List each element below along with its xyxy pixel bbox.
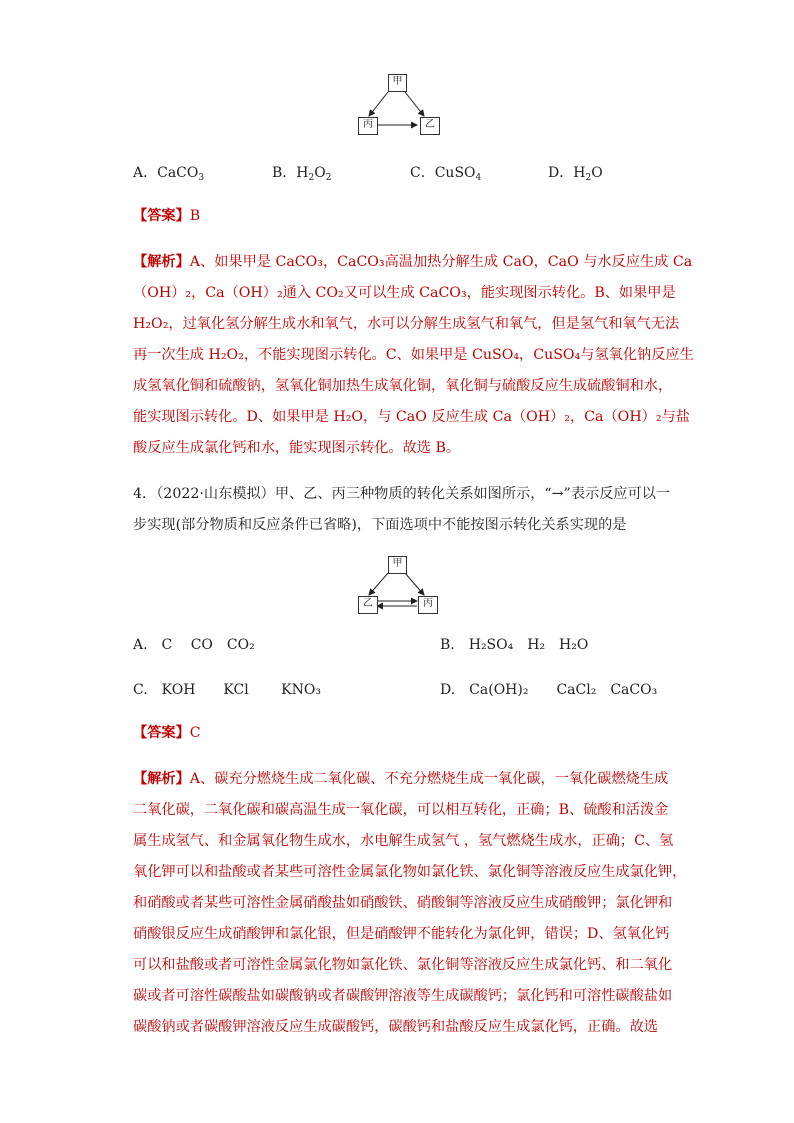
explanation-tag: 【解析】	[133, 771, 190, 787]
answer-value: C	[189, 725, 201, 741]
explanation-line: A、碳充分燃烧生成二氧化碳、不充分燃烧生成一氧化碳，一氧化碳燃烧生成	[189, 771, 669, 787]
explanation-line: 碳或者可溶性碳酸盐如碳酸钠或者碳酸钾溶液等生成碳酸钙；氯化钙和可溶性碳酸盐如	[133, 988, 673, 1004]
node-bing: 丙	[358, 117, 378, 135]
explanation-line: 氧化钾可以和盐酸或者某些可溶性金属氯化物如氯化铁、氯化铜等溶液反应生成氯化钾，	[133, 864, 687, 880]
explanation-line: H₂O₂，过氧化氢分解生成水和氧气，水可以分解生成氢气和氧气，但是氢气和氧气无法	[133, 316, 680, 332]
arrow-jia-to-bing	[405, 573, 424, 595]
node-bing: 丙	[418, 596, 438, 614]
node-jia: 甲	[388, 74, 407, 92]
explanation-line: 可以和盐酸或者可溶性金属氯化物如氯化铁、氯化铜等溶液反应生成氯化钙、和二氧化	[133, 957, 673, 973]
explanation-line: 硝酸银反应生成硝酸钾和氯化银，但是硝酸钾不能转化为氯化钾，错误；D、氢氧化钙	[133, 926, 670, 942]
explanation-line: 成氢氧化铜和硫酸钠，氢氧化铜加热生成氧化铜，氧化铜与硫酸反应生成硫酸铜和水，	[133, 378, 673, 394]
node-jia: 甲	[388, 556, 407, 574]
node-yi: 乙	[420, 117, 440, 135]
explanation-tag: 【解析】	[133, 254, 190, 270]
explanation-line: （OH）₂，Ca（OH）₂通入 CO₂又可以生成 CaCO₃，能实现图示转化。B、如果甲是	[133, 285, 676, 301]
q3-option-d: D．$H_2O$	[548, 165, 603, 183]
explanation-line: 酸反应生成氯化钙和水，能实现图示转化。故选 B。	[133, 440, 461, 456]
node-yi: 乙	[358, 596, 378, 614]
explanation-line: 二氧化碳，二氧化碳和碳高温生成一氧化碳，可以相互转化，正确；B、硫酸和活泼金	[133, 802, 669, 818]
q3-option-b: B．$H_2O_2$	[272, 165, 332, 183]
explanation-line: 再一次生成 H₂O₂，不能实现图示转化。C、如果甲是 CuSO₄，CuSO₄与氢氧化钠反应生	[133, 347, 694, 363]
explanation-line: 属生成氢气、和金属氧化物生成水，水电解生成氢气 ，氢气燃烧生成水，正确；C、氢	[133, 833, 674, 849]
explanation-line: 和硝酸或者某些可溶性金属硝酸盐如硝酸铁、硝酸铜等溶液反应生成硝酸钾；氯化钾和	[133, 895, 673, 911]
explanation-line: 能实现图示转化。D、如果甲是 H₂O，与 CaO 反应生成 Ca（OH）₂，Ca（OH）₂与盐	[133, 409, 690, 425]
question-text: 4．（2022·山东模拟）甲、乙、丙三种物质的转化关系如图所示，“→”表示反应可以一	[133, 486, 671, 502]
q4-option-d: D. Ca(OH)₂ CaCl₂ CaCO₃	[440, 682, 658, 698]
arrow-jia-to-yi	[369, 573, 388, 595]
q4-option-b: B. H₂SO₄ H₂ H₂O	[440, 637, 589, 653]
answer-tag: 【答案】	[133, 208, 190, 224]
q4-option-c: C. KOH KCl KNO₃	[133, 682, 321, 698]
q3-option-c: C．CuSO$_4$	[410, 165, 482, 183]
answer-tag: 【答案】	[133, 725, 190, 741]
q4-answer	[133, 723, 201, 743]
q3-option-a: A．CaCO$_3$	[133, 165, 205, 183]
explanation-line: A、如果甲是 CaCO₃，CaCO₃高温加热分解生成 CaO，CaO 与水反应生成 Ca	[189, 254, 693, 270]
question-text: 步实现(部分物质和反应条件已省略)，下面选项中不能按图示转化关系实现的是	[133, 517, 627, 533]
q4-option-a: A. C CO CO₂	[133, 637, 255, 653]
explanation-line: 碳酸钠或者碳酸钾溶液反应生成碳酸钙，碳酸钙和盐酸反应生成氯化钙，正确。故选	[133, 1019, 658, 1035]
answer-value: B	[189, 208, 201, 224]
